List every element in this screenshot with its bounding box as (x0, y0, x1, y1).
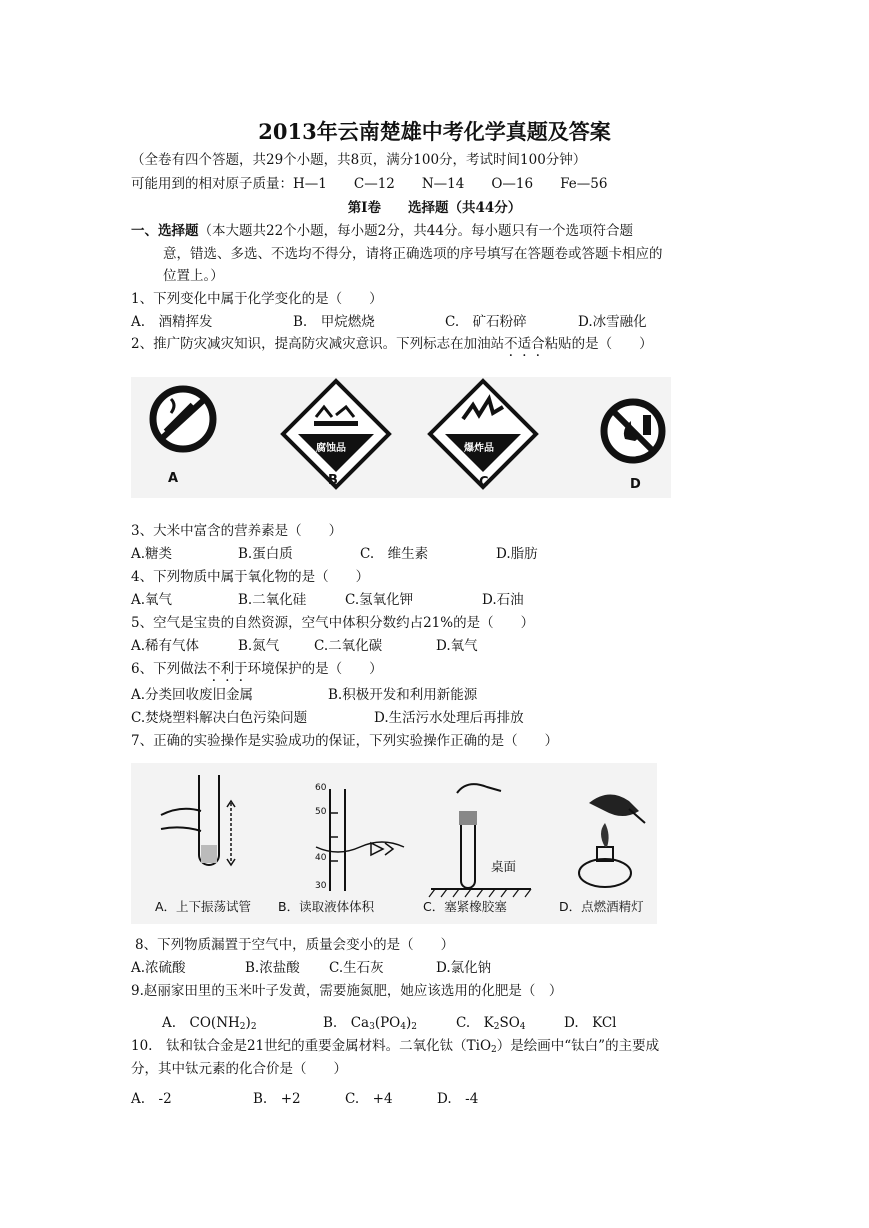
q4-option-d: D.石油 (482, 592, 524, 608)
q9-a-post: ) (245, 1015, 251, 1031)
part1-text1: （本大题共22个小题，每小题2分，共44分。每小题只有一个选项符合题 (198, 223, 633, 239)
q2-stem-pre: 2、推广防灾减灾知识，提高防灾减灾意识。下列标志在加油站 (131, 336, 505, 352)
q4-stem: 4、下列物质中属于氧化物的是（ ） (131, 569, 370, 585)
q2-label-c: C (479, 475, 489, 490)
q8-option-a: A.浓硫酸 (131, 960, 186, 976)
test-tube-icon (161, 775, 235, 865)
no-smoking-sign-icon (153, 389, 213, 449)
q10-line1 (131, 1036, 659, 1060)
q6-options-row1 (131, 685, 477, 705)
q7-lab-figure (131, 763, 657, 924)
q2-label-d: D (630, 477, 641, 492)
q8-option-c: C.生石灰 (329, 960, 384, 976)
q7-caption-a: A．上下振荡试管 (155, 899, 252, 914)
q9-c-sub2: 4 (519, 1022, 526, 1032)
q10-options (131, 1089, 478, 1109)
q5-option-c: C.二氧化碳 (314, 638, 383, 654)
q4-option-b: B.二氧化硅 (238, 592, 307, 608)
q2-emph-2: 适 (517, 336, 532, 352)
q8-stem: 8、下列物质漏置于空气中，质量会变小的是（ ） (135, 937, 455, 953)
q7-caption-c: C．塞紧橡胶塞 (423, 899, 507, 914)
q8-option-d: D.氯化钠 (436, 960, 492, 976)
q6-option-d: D.生活污水处理后再排放 (374, 710, 524, 726)
part1-label: 一、选择题 (131, 223, 199, 239)
q1-option-c: C. 矿石粉碎 (445, 314, 527, 330)
graduated-cylinder-icon (316, 789, 404, 891)
rubber-stopper-icon (429, 784, 531, 897)
section-title: 第Ⅰ卷 选择题（共44分） (347, 200, 522, 216)
alcohol-lamp-icon (579, 794, 645, 887)
q9-b-sub2: 4 (400, 1022, 406, 1032)
q3-option-d: D.脂肪 (496, 546, 538, 562)
q5-stem: 5、空气是宝贵的自然资源，空气中体积分数约占21%的是（ ） (131, 615, 535, 631)
atomic-mass-line: 可能用到的相对原子质量：H—1 C—12 N—14 O—16 Fe—56 (131, 176, 608, 192)
q7-caption-b: B．读取液体体积 (278, 899, 375, 914)
q2-stem-post: 粘贴的是（ ） (544, 336, 653, 352)
q10-option-b: B. +2 (253, 1091, 301, 1107)
q10-line2: 分，其中钛元素的化合价是（ ） (131, 1061, 347, 1077)
q2-label-b: B (328, 473, 338, 488)
q9-a-sub2: 2 (250, 1022, 257, 1032)
corrosive-text: 腐蚀品 (316, 443, 346, 454)
q10-line1-sub: 2 (491, 1045, 497, 1055)
q9-b-sub: 3 (369, 1022, 375, 1032)
q8-option-b: B.浓盐酸 (245, 960, 300, 976)
q1-option-a: A. 酒精挥发 (131, 314, 213, 330)
q6-emph-1: 不 (207, 661, 221, 677)
q9-c-post: SO (499, 1015, 520, 1031)
q1-option-b: B. 甲烷燃烧 (293, 314, 375, 330)
q6-stem (131, 659, 383, 679)
cylinder-mark-40: 40 (315, 853, 327, 863)
q6-options-row2 (131, 708, 524, 728)
q6-stem-pre: 6、下列做法 (131, 661, 208, 677)
q1-option-d: D.冰雪融化 (578, 314, 647, 330)
q2-signs-svg (131, 377, 671, 498)
q9-stem: 9.赵丽家田里的玉米叶子发黄，需要施氮肥，她应该选用的化肥是（ ） (131, 983, 563, 999)
q4-option-c: C.氢氧化钾 (345, 592, 414, 608)
cylinder-mark-50: 50 (315, 807, 327, 817)
q9-option-b (323, 1013, 456, 1037)
explosive-sign-icon (430, 381, 536, 487)
q6-stem-post: 环境保护的是（ ） (247, 661, 383, 677)
q10-line1-pre: 10. 钛和钛合金是21世纪的重要金属材料。二氧化钛（TiO (131, 1038, 492, 1054)
q1-options (131, 312, 647, 332)
q9-a-pre: A. CO(NH (162, 1015, 240, 1031)
q2-label-a: A (168, 471, 179, 486)
q6-option-a: A.分类回收废旧金属 (131, 687, 254, 703)
q3-option-c: C. 维生素 (360, 546, 429, 562)
q1-stem: 1、下列变化中属于化学变化的是（ ） (131, 291, 383, 307)
page-title: 2013年云南楚雄中考化学真题及答案 (258, 119, 611, 144)
q9-b-sub3: 2 (411, 1022, 417, 1032)
q10-option-d: D. -4 (437, 1091, 479, 1107)
q5-options (131, 636, 478, 656)
q3-option-a: A.糖类 (131, 546, 173, 562)
part1-line1 (131, 221, 633, 241)
corrosive-sign-icon (283, 381, 389, 487)
q9-option-a (162, 1013, 323, 1037)
q6-emph-3: 于 (234, 661, 248, 677)
q9-b-post: ) (405, 1015, 412, 1031)
q10-option-c: C. +4 (345, 1091, 393, 1107)
q8-options (131, 958, 491, 978)
q7-stem: 7、正确的实验操作是实验成功的保证，下列实验操作正确的是（ ） (131, 733, 559, 749)
q9-options (162, 1013, 617, 1037)
exam-intro: （全卷有四个答题，共29个小题，共8页，满分100分，考试时间100分钟） (131, 152, 587, 168)
q6-option-b: B.积极开发和利用新能源 (328, 687, 478, 703)
explosive-text: 爆炸品 (464, 443, 494, 454)
q2-stem (131, 334, 653, 354)
q6-option-c: C.焚烧塑料解决白色污染问题 (131, 710, 308, 726)
q2-emph-1: 不 (504, 336, 518, 352)
no-open-flame-sign-icon (604, 402, 662, 460)
q2-emph-3: 合 (531, 336, 545, 352)
q4-options (131, 590, 524, 610)
q5-option-d: D.氧气 (436, 638, 478, 654)
q2-signs-figure (131, 377, 671, 498)
q5-option-a: A.稀有气体 (131, 638, 200, 654)
q3-options (131, 544, 538, 564)
q7-caption-d: D．点燃酒精灯 (559, 899, 644, 914)
q4-option-a: A.氧气 (131, 592, 173, 608)
q10-option-a: A. -2 (131, 1091, 172, 1107)
q9-b-mid: (PO (374, 1015, 401, 1031)
q10-line1-post: ）是绘画中“钛白”的主要成 (496, 1038, 660, 1054)
q9-a-sub: 2 (239, 1022, 246, 1032)
part1-line2: 意，错选、多选、不选均不得分，请将正确选项的序号填写在答题卷或答题卡相应的 (163, 246, 663, 262)
cylinder-mark-30: 30 (315, 881, 327, 891)
cylinder-mark-60: 60 (315, 783, 327, 793)
q5-option-b: B.氮气 (238, 638, 280, 654)
q3-stem: 3、大米中富含的营养素是（ ） (131, 523, 343, 539)
q9-b-pre: B. Ca (323, 1015, 370, 1031)
q3-option-b: B.蛋白质 (238, 546, 293, 562)
q9-option-d: D. KCl (564, 1015, 617, 1031)
part1-line3: 位置上。） (163, 268, 224, 284)
q9-c-pre: C. K (456, 1015, 494, 1031)
q9-option-c (456, 1013, 564, 1037)
q6-emph-2: 利 (220, 661, 235, 677)
q7-desk-label: 桌面 (491, 859, 517, 874)
q9-c-sub: 2 (493, 1022, 500, 1032)
